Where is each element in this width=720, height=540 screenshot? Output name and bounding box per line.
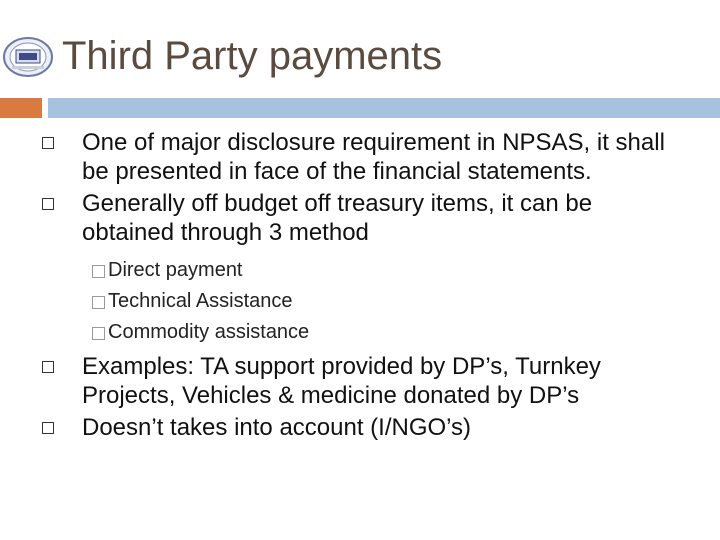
bullet-text: Doesn’t takes into account (I/NGO’s)	[82, 414, 472, 441]
square-bullet-icon	[92, 327, 105, 340]
organization-logo	[2, 36, 58, 78]
bullet-text: Examples: TA support provided by DP’s, Turnkey Projects, Vehicles & medicine donated by DP’s	[82, 353, 601, 409]
sub-bullet-text: Commodity assistance	[108, 321, 310, 343]
square-bullet-icon	[42, 198, 54, 210]
bullet-item	[40, 189, 690, 247]
square-bullet-icon	[42, 422, 54, 434]
bullet-text: One of major disclosure requirement in NPSAS, it shall be presented in face of the financial statements.	[82, 129, 665, 185]
bullet-item	[40, 352, 690, 410]
sub-bullet-item	[40, 255, 690, 286]
sub-bullet-item	[40, 317, 690, 348]
slide-title: Third Party payments	[62, 34, 443, 78]
title-accent-bar-orange	[0, 98, 42, 118]
bullet-text: Generally off budget off treasury items, it can be obtained through 3 method	[82, 190, 593, 246]
title-accent-bar-blue	[48, 98, 720, 118]
bullet-item	[40, 413, 690, 442]
sub-bullet-text: Technical Assistance	[108, 290, 293, 312]
square-bullet-icon	[42, 137, 54, 149]
slide-body	[40, 128, 690, 442]
sub-bullet-text: Direct payment	[108, 259, 243, 281]
square-bullet-icon	[42, 361, 54, 373]
square-bullet-icon	[92, 296, 105, 309]
sub-bullet-item	[40, 286, 690, 317]
bullet-item	[40, 128, 690, 186]
square-bullet-icon	[92, 265, 105, 278]
